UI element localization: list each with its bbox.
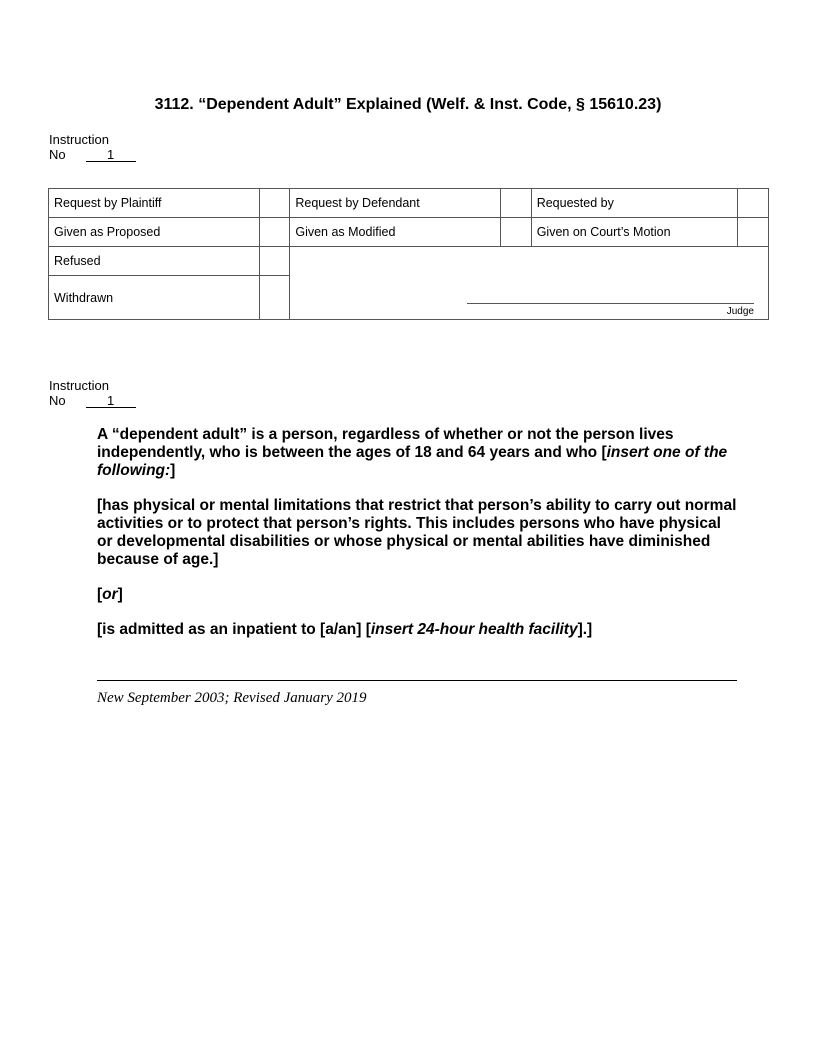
request-table	[48, 188, 769, 320]
requested-by-label: Requested by	[531, 189, 738, 218]
requested-by-checkbox[interactable]	[738, 189, 769, 218]
bracket-instruction: insert 24-hour health facility	[370, 621, 578, 638]
divider	[97, 680, 737, 681]
instruction-number: 1	[86, 148, 136, 162]
table-row	[49, 218, 769, 247]
given-on-courts-motion-checkbox[interactable]	[738, 218, 769, 247]
bracket-close: ].]	[577, 621, 593, 638]
refused-checkbox[interactable]	[259, 247, 290, 276]
instruction-body	[97, 426, 737, 656]
bracket-open: [	[97, 586, 103, 603]
given-on-courts-motion-label: Given on Court’s Motion	[531, 218, 738, 247]
instruction-label: Instruction	[49, 132, 109, 147]
judge-signature-line[interactable]	[467, 303, 754, 304]
table-row	[49, 247, 769, 276]
given-as-modified-label: Given as Modified	[290, 218, 501, 247]
refused-label: Refused	[49, 247, 260, 276]
option-inpatient-paragraph	[97, 621, 737, 639]
request-by-plaintiff-checkbox[interactable]	[259, 189, 290, 218]
instruction-label: Instruction	[49, 378, 109, 393]
instruction-number-block-2	[49, 378, 136, 408]
withdrawn-checkbox[interactable]	[259, 276, 290, 320]
judge-signature-area	[290, 247, 769, 320]
bracket-instruction: insert one of the following:	[97, 444, 728, 479]
or-text: or	[102, 586, 118, 603]
instruction-number-block	[49, 132, 136, 162]
revision-history: New September 2003; Revised January 2019	[97, 690, 367, 706]
table-row	[49, 189, 769, 218]
instruction-title: 3112. “Dependent Adult” Explained (Welf. & Inst. Code, § 15610.23)	[154, 96, 662, 113]
request-by-plaintiff-label: Request by Plaintiff	[49, 189, 260, 218]
given-as-modified-checkbox[interactable]	[501, 218, 532, 247]
bracket-close: ]	[117, 586, 123, 603]
definition-text: A “dependent adult” is a person, regardless of whether or not the person lives independently, who is between the ages of 18 and 64 years and who [	[97, 426, 674, 461]
given-as-proposed-checkbox[interactable]	[259, 218, 290, 247]
instruction-number: 1	[86, 394, 136, 408]
or-paragraph	[97, 586, 737, 604]
withdrawn-label: Withdrawn	[49, 276, 260, 320]
bracket-close: ]	[170, 462, 176, 479]
no-label: No	[49, 147, 66, 162]
judge-label: Judge	[726, 306, 754, 317]
definition-paragraph	[97, 426, 737, 480]
no-label: No	[49, 393, 66, 408]
request-by-defendant-checkbox[interactable]	[501, 189, 532, 218]
given-as-proposed-label: Given as Proposed	[49, 218, 260, 247]
option-limitations-paragraph: [has physical or mental limitations that restrict that person’s ability to carry out normal activities or to protect that person’s rights. This includes persons who have physical or developmental disabilities or whose physical or mental abilities have diminished because of age.]	[97, 497, 737, 568]
inpatient-text: [is admitted as an inpatient to [a/an] [	[97, 621, 371, 638]
request-by-defendant-label: Request by Defendant	[290, 189, 501, 218]
